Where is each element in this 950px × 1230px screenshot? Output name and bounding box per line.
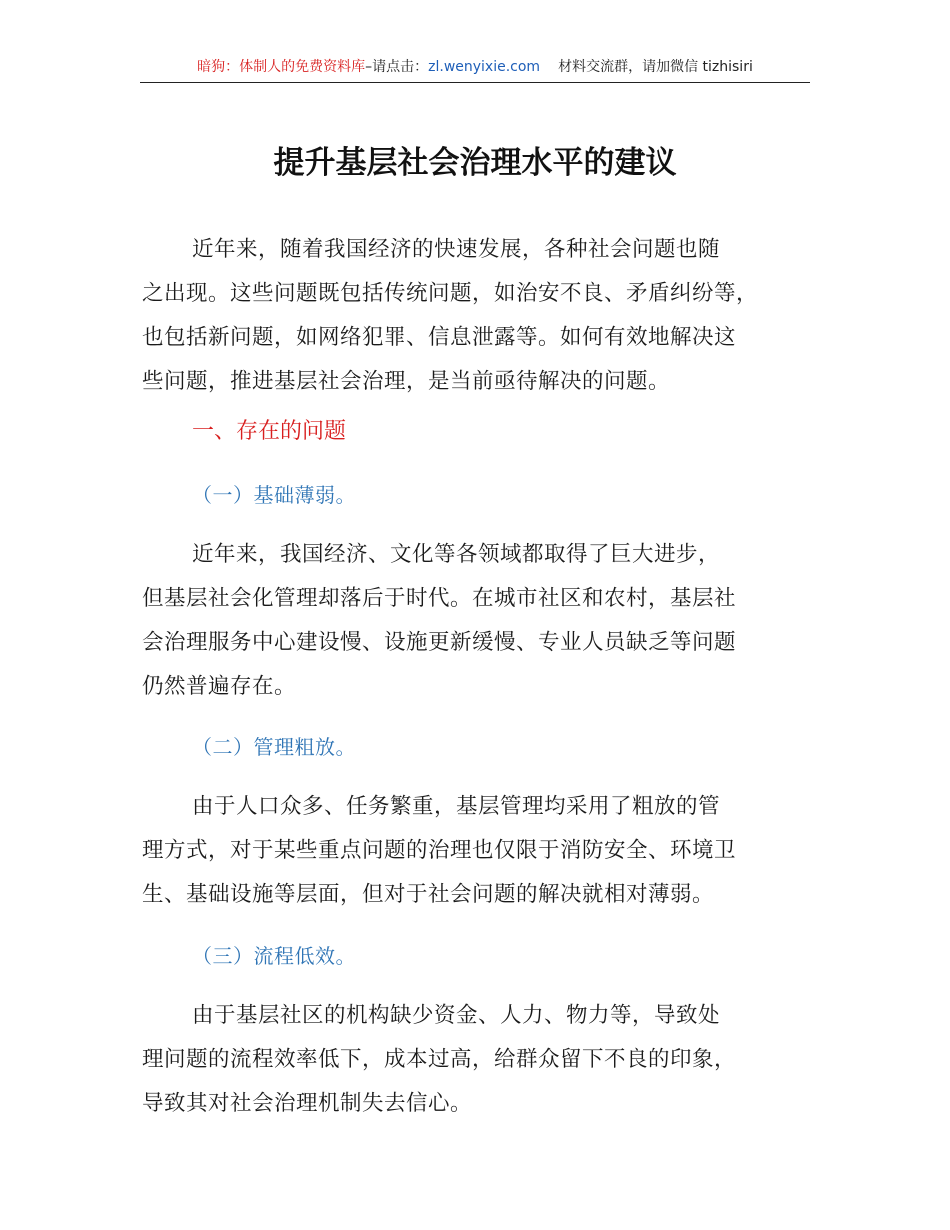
paragraph-line: 由于人口众多、任务繁重，基层管理均采用了粗放的管	[192, 794, 721, 819]
paragraph-line: 但基层社会化管理却落后于时代。在城市社区和农村，基层社	[142, 586, 737, 611]
section-heading: 一、存在的问题	[192, 419, 347, 444]
paragraph-line: 些问题，推进基层社会治理，是当前亟待解决的问题。	[142, 369, 671, 394]
header-contact: 材料交流群，请加微信 tizhisiri	[558, 59, 753, 75]
paragraph-line: 会治理服务中心建设慢、设施更新缓慢、专业人员缺乏等问题	[142, 630, 737, 655]
header-prompt: –请点击：	[365, 59, 429, 75]
subsection-heading: （一）基础薄弱。	[192, 483, 356, 507]
header-url-link[interactable]: zl.wenyixie.com	[428, 59, 541, 75]
intro-paragraph	[142, 228, 822, 404]
subsection-paragraph	[142, 994, 822, 1126]
subsection-paragraph	[142, 785, 822, 917]
paragraph-line: 近年来，我国经济、文化等各领域都取得了巨大进步，	[192, 542, 721, 567]
page-header	[140, 56, 810, 83]
paragraph-line: 理方式，对于某些重点问题的治理也仅限于消防安全、环境卫	[142, 838, 737, 863]
subsection-heading: （二）管理粗放。	[192, 735, 356, 759]
paragraph-line: 生、基础设施等层面，但对于社会问题的解决就相对薄弱。	[142, 882, 715, 907]
paragraph-line: 导致其对社会治理机制失去信心。	[142, 1091, 473, 1116]
paragraph-line: 也包括新问题，如网络犯罪、信息泄露等。如何有效地解决这	[142, 325, 737, 350]
subsection-paragraph	[142, 533, 822, 709]
header-brand: 暗狗：体制人的免费资料库	[197, 59, 366, 75]
paragraph-line: 理问题的流程效率低下，成本过高，给群众留下不良的印象，	[142, 1047, 737, 1072]
paragraph-line: 之出现。这些问题既包括传统问题，如治安不良、矛盾纠纷等，	[142, 281, 759, 306]
subsection-heading: （三）流程低效。	[192, 944, 356, 968]
paragraph-line: 由于基层社区的机构缺少资金、人力、物力等，导致处	[192, 1003, 721, 1028]
paragraph-line: 仍然普遍存在。	[142, 674, 297, 699]
paragraph-line: 近年来，随着我国经济的快速发展，各种社会问题也随	[192, 237, 721, 262]
document-title: 提升基层社会治理水平的建议	[273, 145, 677, 181]
